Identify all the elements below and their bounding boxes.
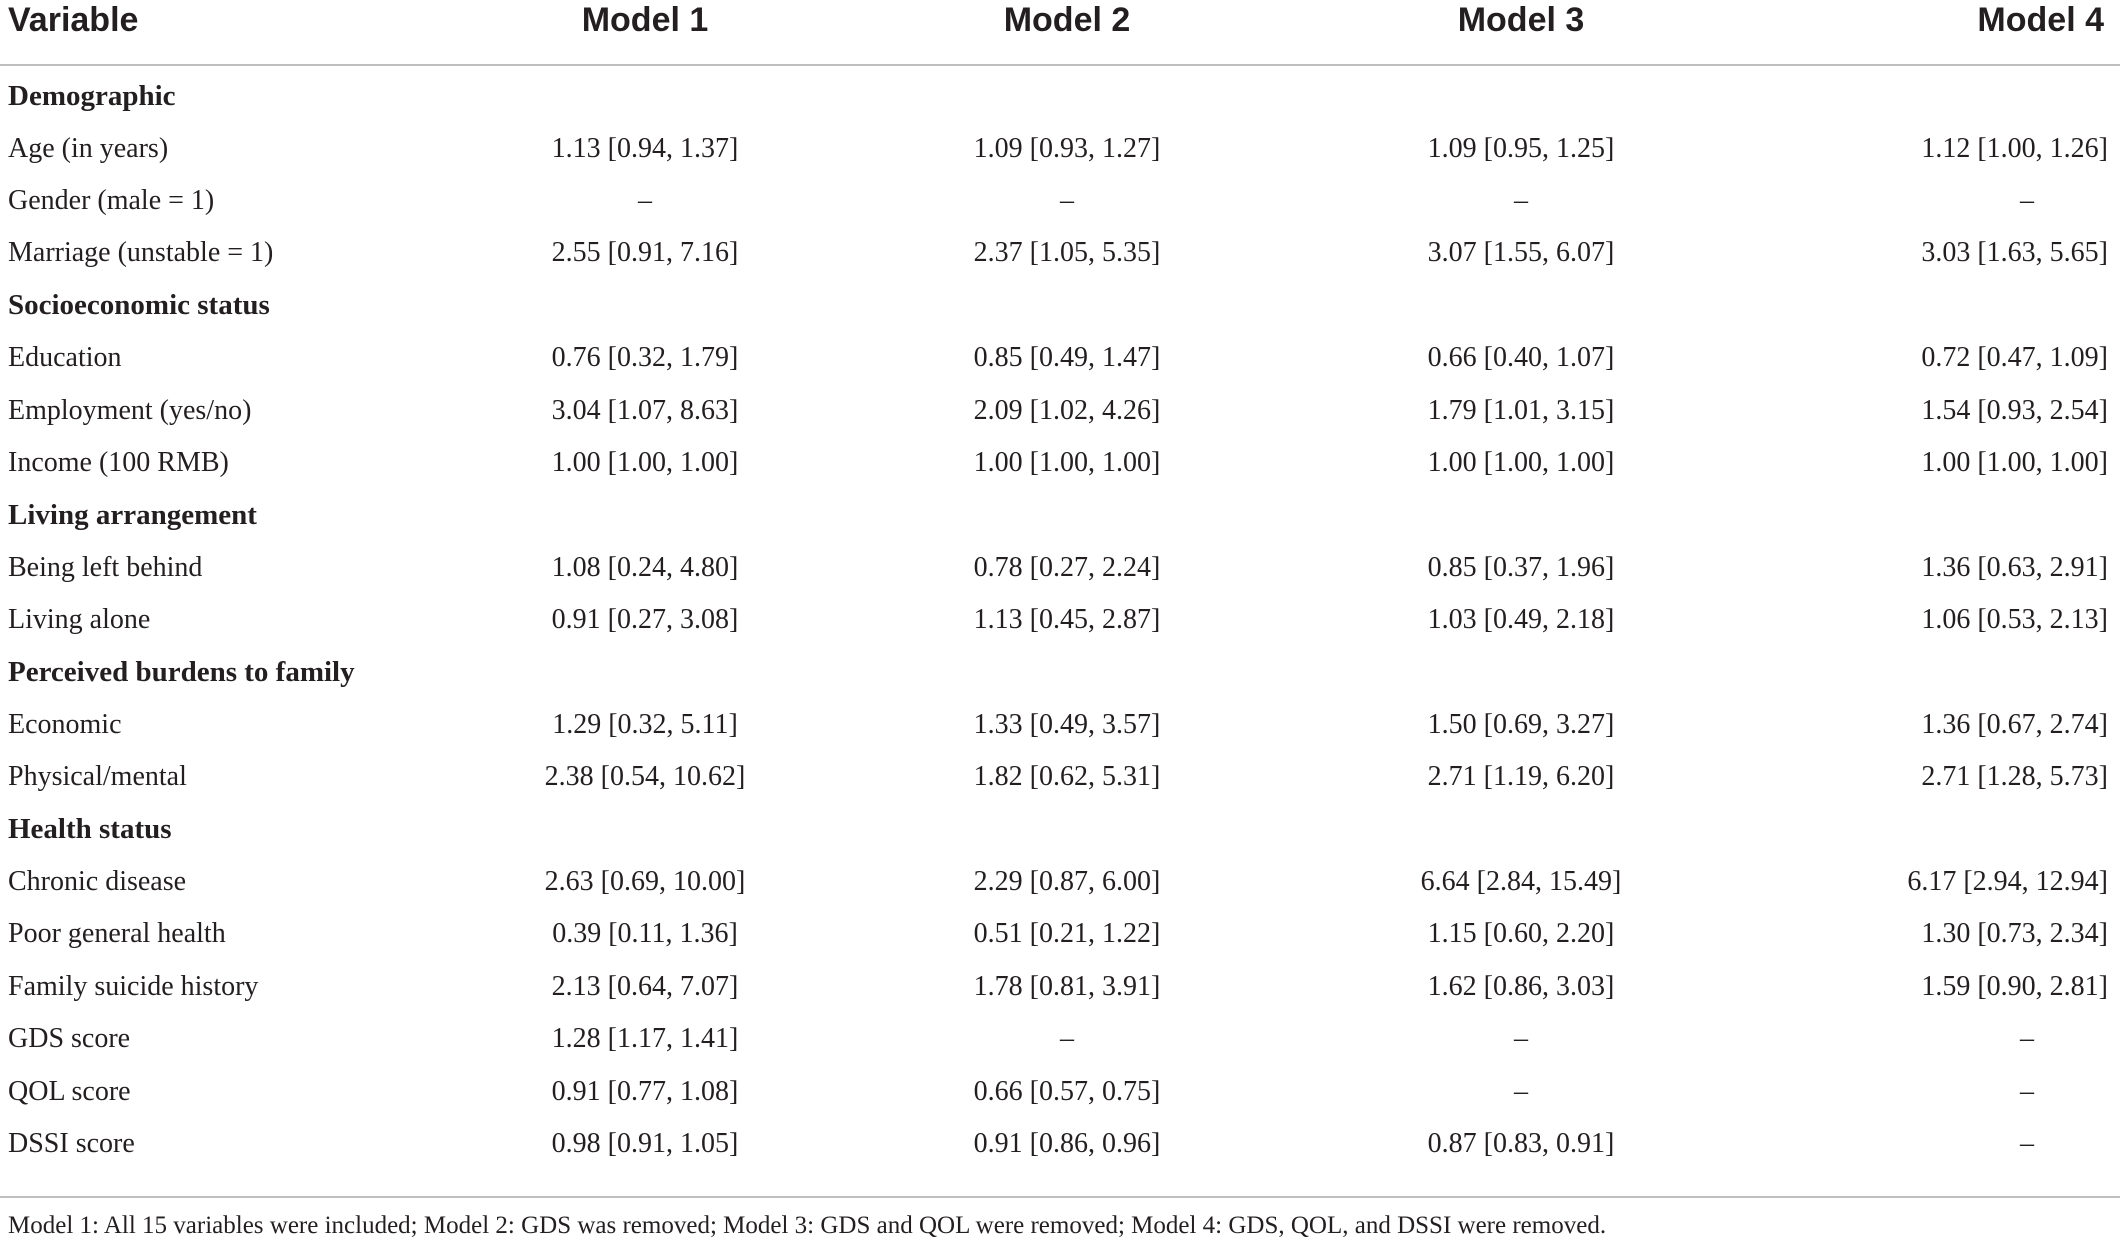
model-3-value: 1.15 [0.60, 2.20] [1427, 918, 1615, 950]
model-4-value: 0.72 [0.47, 1.09] [1921, 342, 2108, 374]
model-2-value: 2.09 [1.02, 4.26] [973, 394, 1161, 426]
model-1-value: 1.28 [1.17, 1.41] [551, 1023, 739, 1055]
model-4-value: 1.54 [0.93, 2.54] [1921, 394, 2108, 426]
model-4-value: 6.17 [2.94, 12.94] [1907, 866, 2108, 898]
model-1-value: 1.08 [0.24, 4.80] [551, 551, 739, 583]
model-4-value: 3.03 [1.63, 5.65] [1921, 237, 2108, 269]
model-3-value: 1.79 [1.01, 3.15] [1427, 394, 1615, 426]
section-label: Demographic [8, 79, 176, 112]
model-1-value: 2.63 [0.69, 10.00] [544, 866, 746, 898]
model-3-value: 1.03 [0.49, 2.18] [1427, 604, 1615, 636]
table-row [0, 332, 2120, 384]
table-row [0, 227, 2120, 279]
header-row [0, 0, 2120, 44]
spacer-cell [0, 44, 2120, 70]
table-row [0, 542, 2120, 594]
model-3-value: 0.85 [0.37, 1.96] [1427, 551, 1615, 583]
model-2-value: 0.66 [0.57, 0.75] [973, 1075, 1161, 1107]
variable-label: Family suicide history [8, 970, 259, 1002]
variable-label: Income (100 RMB) [8, 446, 229, 478]
model-4-value: – [2020, 1075, 2034, 1107]
table-body [0, 44, 2120, 1170]
model-3-value: 3.07 [1.55, 6.07] [1427, 237, 1615, 269]
variable-label: Living alone [8, 604, 151, 636]
model-4-value: 1.06 [0.53, 2.13] [1921, 604, 2108, 636]
model-1-value: 2.38 [0.54, 10.62] [544, 761, 746, 793]
variable-label: Gender (male = 1) [8, 184, 215, 216]
model-1-value: 0.76 [0.32, 1.79] [551, 342, 739, 374]
model-4-value: 1.36 [0.67, 2.74] [1921, 708, 2108, 740]
model-2-value: 2.37 [1.05, 5.35] [973, 237, 1161, 269]
variable-label: Poor general health [8, 918, 226, 950]
model-1-value: 1.29 [0.32, 5.11] [552, 708, 738, 740]
header-model-4: Model 4 [1977, 1, 2104, 39]
variable-label: Age (in years) [8, 132, 169, 164]
table-row [0, 856, 2120, 908]
model-1-value: 0.91 [0.77, 1.08] [551, 1075, 739, 1107]
table-row [0, 1118, 2120, 1170]
variable-label: Employment (yes/no) [8, 394, 252, 426]
model-2-value: 1.13 [0.45, 2.87] [973, 604, 1161, 636]
section-row [0, 646, 2120, 698]
model-1-value: – [638, 184, 652, 216]
table-row [0, 908, 2120, 960]
variable-label: Chronic disease [8, 866, 187, 898]
variable-label: DSSI score [8, 1128, 135, 1159]
model-3-value: 0.87 [0.83, 0.91] [1427, 1128, 1615, 1159]
model-3-value: – [1514, 1023, 1528, 1055]
model-2-value: 1.09 [0.93, 1.27] [973, 132, 1161, 164]
model-4-value: 2.71 [1.28, 5.73] [1921, 761, 2108, 793]
model-4-value: 1.59 [0.90, 2.81] [1921, 970, 2108, 1002]
table-row [0, 437, 2120, 489]
section-row [0, 280, 2120, 332]
footer-rule [0, 1196, 2120, 1198]
header-model-2: Model 2 [1003, 1, 1131, 39]
table-row [0, 594, 2120, 646]
model-2-value: 1.33 [0.49, 3.57] [973, 708, 1161, 740]
model-2-value: – [1060, 1023, 1074, 1055]
model-4-value: – [2020, 184, 2034, 216]
section-label: Perceived burdens to family [8, 655, 355, 688]
section-row [0, 489, 2120, 541]
model-3-value: – [1514, 1075, 1528, 1107]
section-label: Socioeconomic status [8, 289, 270, 322]
model-4-value: 1.00 [1.00, 1.00] [1921, 446, 2108, 478]
model-2-value: 0.91 [0.86, 0.96] [973, 1128, 1161, 1159]
model-2-value: 1.82 [0.62, 5.31] [973, 761, 1161, 793]
model-2-value: 0.51 [0.21, 1.22] [973, 918, 1161, 950]
table-row [0, 1065, 2120, 1117]
model-1-value: 1.13 [0.94, 1.37] [551, 132, 739, 164]
model-1-value: 3.04 [1.07, 8.63] [551, 394, 739, 426]
section-label: Living arrangement [8, 498, 257, 531]
model-2-value: 0.85 [0.49, 1.47] [973, 342, 1161, 374]
model-3-value: 1.00 [1.00, 1.00] [1427, 446, 1615, 478]
model-3-value: 1.50 [0.69, 3.27] [1427, 708, 1615, 740]
variable-label: QOL score [8, 1075, 131, 1107]
variable-label: Physical/mental [8, 761, 187, 793]
model-1-value: 0.39 [0.11, 1.36] [552, 918, 738, 950]
table-footnote: Model 1: All 15 variables were included; Model 2: GDS was removed; Model 3: GDS and QOL were removed; Model 4: GDS, QOL, and DSSI were removed. [8, 1212, 1607, 1239]
model-1-value: 0.91 [0.27, 3.08] [551, 604, 739, 636]
model-3-value: 6.64 [2.84, 15.49] [1420, 866, 1622, 898]
table-row [0, 384, 2120, 436]
table-row [0, 751, 2120, 803]
model-4-value: 1.36 [0.63, 2.91] [1921, 551, 2108, 583]
model-3-value: 1.09 [0.95, 1.25] [1427, 132, 1615, 164]
model-4-value: – [2020, 1128, 2034, 1159]
model-1-value: 0.98 [0.91, 1.05] [551, 1128, 739, 1159]
model-2-value: 0.78 [0.27, 2.24] [973, 551, 1161, 583]
table-header [0, 0, 2120, 44]
model-3-value: – [1514, 184, 1528, 216]
table-row [0, 961, 2120, 1013]
model-2-value: – [1060, 184, 1074, 216]
table-row [0, 1013, 2120, 1065]
model-3-value: 2.71 [1.19, 6.20] [1427, 761, 1615, 793]
model-1-value: 1.00 [1.00, 1.00] [551, 446, 739, 478]
table-row [0, 175, 2120, 227]
model-4-value: 1.30 [0.73, 2.34] [1921, 918, 2108, 950]
header-model-3: Model 3 [1457, 1, 1585, 39]
table-row [0, 699, 2120, 751]
variable-label: GDS score [8, 1023, 131, 1055]
section-row [0, 70, 2120, 122]
model-1-value: 2.13 [0.64, 7.07] [551, 970, 739, 1002]
header-rule [0, 64, 2120, 66]
variable-label: Economic [8, 708, 122, 740]
model-4-value: 1.12 [1.00, 1.26] [1921, 132, 2108, 164]
variable-label: Education [8, 342, 122, 374]
header-spacer [0, 44, 2120, 70]
section-row [0, 803, 2120, 855]
section-label: Health status [8, 813, 172, 846]
model-1-value: 2.55 [0.91, 7.16] [551, 237, 739, 269]
model-4-value: – [2020, 1023, 2034, 1055]
model-3-value: 0.66 [0.40, 1.07] [1427, 342, 1615, 374]
variable-label: Being left behind [8, 551, 203, 583]
header-model-1: Model 1 [581, 1, 709, 39]
model-2-value: 1.78 [0.81, 3.91] [973, 970, 1161, 1002]
model-2-value: 1.00 [1.00, 1.00] [973, 446, 1161, 478]
variable-label: Marriage (unstable = 1) [8, 237, 274, 269]
table-row [0, 122, 2120, 174]
model-2-value: 2.29 [0.87, 6.00] [973, 866, 1161, 898]
model-3-value: 1.62 [0.86, 3.03] [1427, 970, 1615, 1002]
header-variable: Variable [8, 1, 139, 39]
